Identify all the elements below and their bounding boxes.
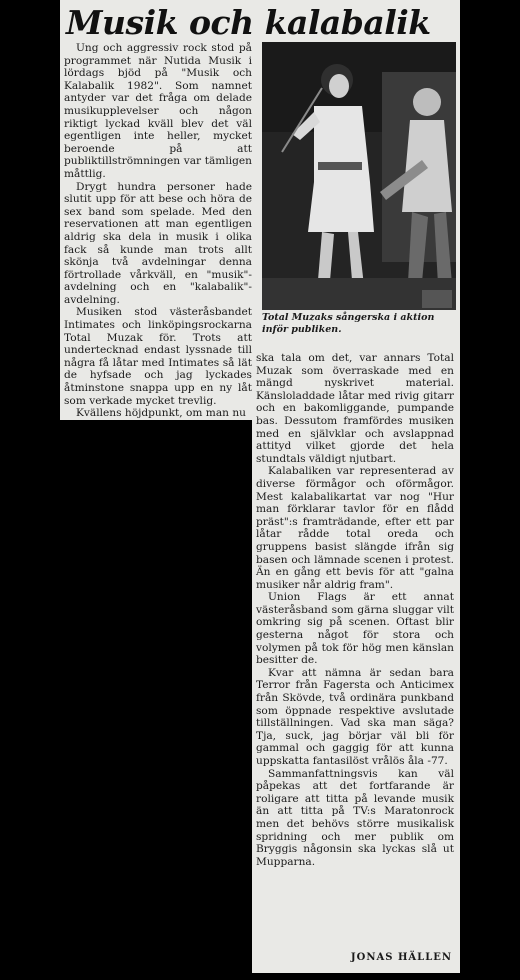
paragraph: Sammanfattningsvis kan väl påpekas att det fortfarande är roligare att titta på levande musik än att titta på TV:s Maratonrock men det behövs större musikalisk spridning och mer publik om Bryggis någonsin ska lyckas slå ut Mupparna. bbox=[256, 767, 454, 868]
right-column bbox=[256, 352, 454, 868]
paragraph: ska tala om det, var annars Total Muzak som överraskade med en mängd nyskrivet material. Känsloladdade låtar med rivig gitarr och en bakomliggande, pumpande bas. Dessutom framfördes musiken med en självklar och avslappnad attityd vilket gjorde det hela stundtals väldigt njutbart. bbox=[256, 352, 454, 465]
singer-on-stage-icon bbox=[262, 42, 456, 310]
paragraph: Union Flags är ett annat västeråsband som gärna sluggar vilt omkring sig på scenen. Oftast blir gesterna något för stora och volymen på tok för hög men känslan besitter de. bbox=[256, 591, 454, 667]
byline: JONAS HÄLLEN bbox=[350, 952, 452, 963]
paragraph: Kalabaliken var representerad av diverse förmågor och oförmågor. Mest kalabalikartat var nog "Hur man förklarar tavlor för en flådd präst":s framträdande, efter ett par låtar rådde total oreda och gruppens basist slängde ifrån sig basen och lämnade scenen i protest. Än en gång ett bevis för att "galna musiker når aldrig fram". bbox=[256, 465, 454, 591]
paragraph: Kvällens höjdpunkt, om man nu bbox=[76, 407, 246, 420]
photo-caption: Total Muzaks sångerska i aktion inför publiken. bbox=[262, 312, 435, 335]
paragraph: Kvar att nämna är sedan bara Terror från Fagersta och Anticimex från Skövde, två ordinära punkband som öppnade respektive avslutade tillställningen. Vad ska man säga? Tja, suck, jag börjar väl bli för gammal och gaggig för att kunna uppskatta fantasilöst vrålös åla -77. bbox=[256, 666, 454, 767]
left-column bbox=[64, 42, 252, 420]
paragraph: Musiken stod västeråsbandet Intimates och linköpingsrockarna Total Muzak för. Trots att undertecknad endast lyssnade till några få låtar med Intimates så lät de hyfsade och jag lyckades åtminstone snappa upp en ny låt som verkade mycket trevlig. bbox=[64, 306, 252, 407]
paragraph: Drygt hundra personer hade slutit upp för att bese och höra de sex band som spelade. Med den reservationen att man egentligen aldrig ska dela in musik i olika fack så kunde man trots allt skönja två avdelningar denna förtrollade vårkväll, en "musik"-avdelning och en "kalabalik"-avdelning. bbox=[64, 180, 252, 306]
concert-photo bbox=[262, 42, 456, 310]
headline: Musik och kalabalik bbox=[66, 3, 431, 42]
paragraph: Ung och aggressiv rock stod på programmet när Nutida Musik i lördags bjöd på "Musik och Kalabalik 1982". Som namnet antyder var det fråga om delade musikupplevelser och någon riktigt lyckad kväll blev det väl egentligen inte heller, mycket beroende på att publiktillströmningen var tämligen måttlig. bbox=[64, 42, 252, 180]
